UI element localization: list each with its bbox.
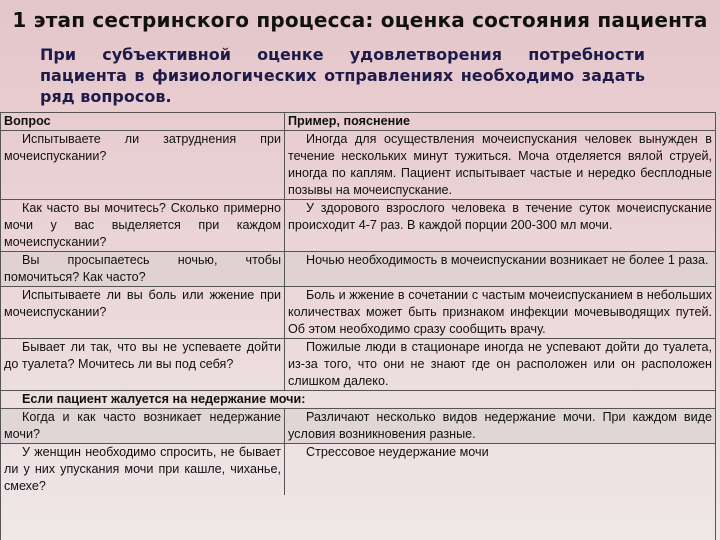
table-row — [1, 287, 715, 339]
intro-paragraph: При субъективной оценке удовлетворения потребности пациента в физиологических отправлениях необходимо задать ряд вопросов. — [40, 45, 645, 106]
table-row — [1, 131, 715, 200]
example-cell: У здорового взрослого человека в течение суток мочеиспускание происходит 4-7 раз. В каждой порции 200-300 мл мочи. — [285, 200, 716, 252]
question-cell: Вы просыпаетесь ночью, чтобы помочиться? Как часто? — [1, 252, 285, 287]
section-note: Если пациент жалуется на недержание мочи: — [1, 391, 715, 409]
header-example: Пример, пояснение — [288, 114, 410, 128]
question-cell: У женщин необходимо спросить, не бывает ли у них упускания мочи при кашле, чиханье, смехе? — [1, 444, 285, 496]
example-cell: Стрессовое неудержание мочи — [285, 444, 716, 496]
question-cell: Испытываете ли вы боль или жжение при мочеиспускании? — [1, 287, 285, 339]
slide-title: 1 этап сестринского процесса: оценка состояния пациента — [12, 8, 708, 32]
table-row — [1, 200, 715, 252]
table-header-row — [1, 113, 715, 131]
table-row — [1, 252, 715, 287]
section-note-row — [1, 391, 715, 409]
question-cell: Бывает ли так, что вы не успеваете дойти до туалета? Мочитесь ли вы под себя? — [1, 339, 285, 391]
example-cell: Боль и жжение в сочетании с частым мочеиспусканием в небольших количествах может быть признаком инфекции мочевыводящих путей. Об этом необходимо сразу сообщить врачу. — [285, 287, 716, 339]
header-question: Вопрос — [1, 113, 285, 131]
table-row — [1, 409, 715, 444]
example-cell: Иногда для осуществления мочеиспускания человек вынужден в течение нескольких минут тужиться. Моча отделяется вялой струей, иногда по каплям. Пациент испытывает частые и нередко бесплодные позывы на мочеиспускание. — [285, 131, 716, 200]
example-cell: Пожилые люди в стационаре иногда не успевают дойти до туалета, из-за того, что они не знают где он расположен или он расположен слишком далеко. — [285, 339, 716, 391]
table-row — [1, 444, 715, 496]
example-cell: Ночью необходимость в мочеиспускании возникает не более 1 раза. — [285, 252, 716, 287]
assessment-table — [0, 112, 716, 540]
question-cell: Когда и как часто возникает недержание мочи? — [1, 409, 285, 444]
example-cell: Различают несколько видов недержание мочи. При каждом виде условия возникновения разные. — [285, 409, 716, 444]
question-cell: Испытываете ли затруднения при мочеиспускании? — [1, 131, 285, 200]
question-cell: Как часто вы мочитесь? Сколько примерно мочи у вас выделяется при каждом мочеиспускании? — [1, 200, 285, 252]
table-row — [1, 339, 715, 391]
